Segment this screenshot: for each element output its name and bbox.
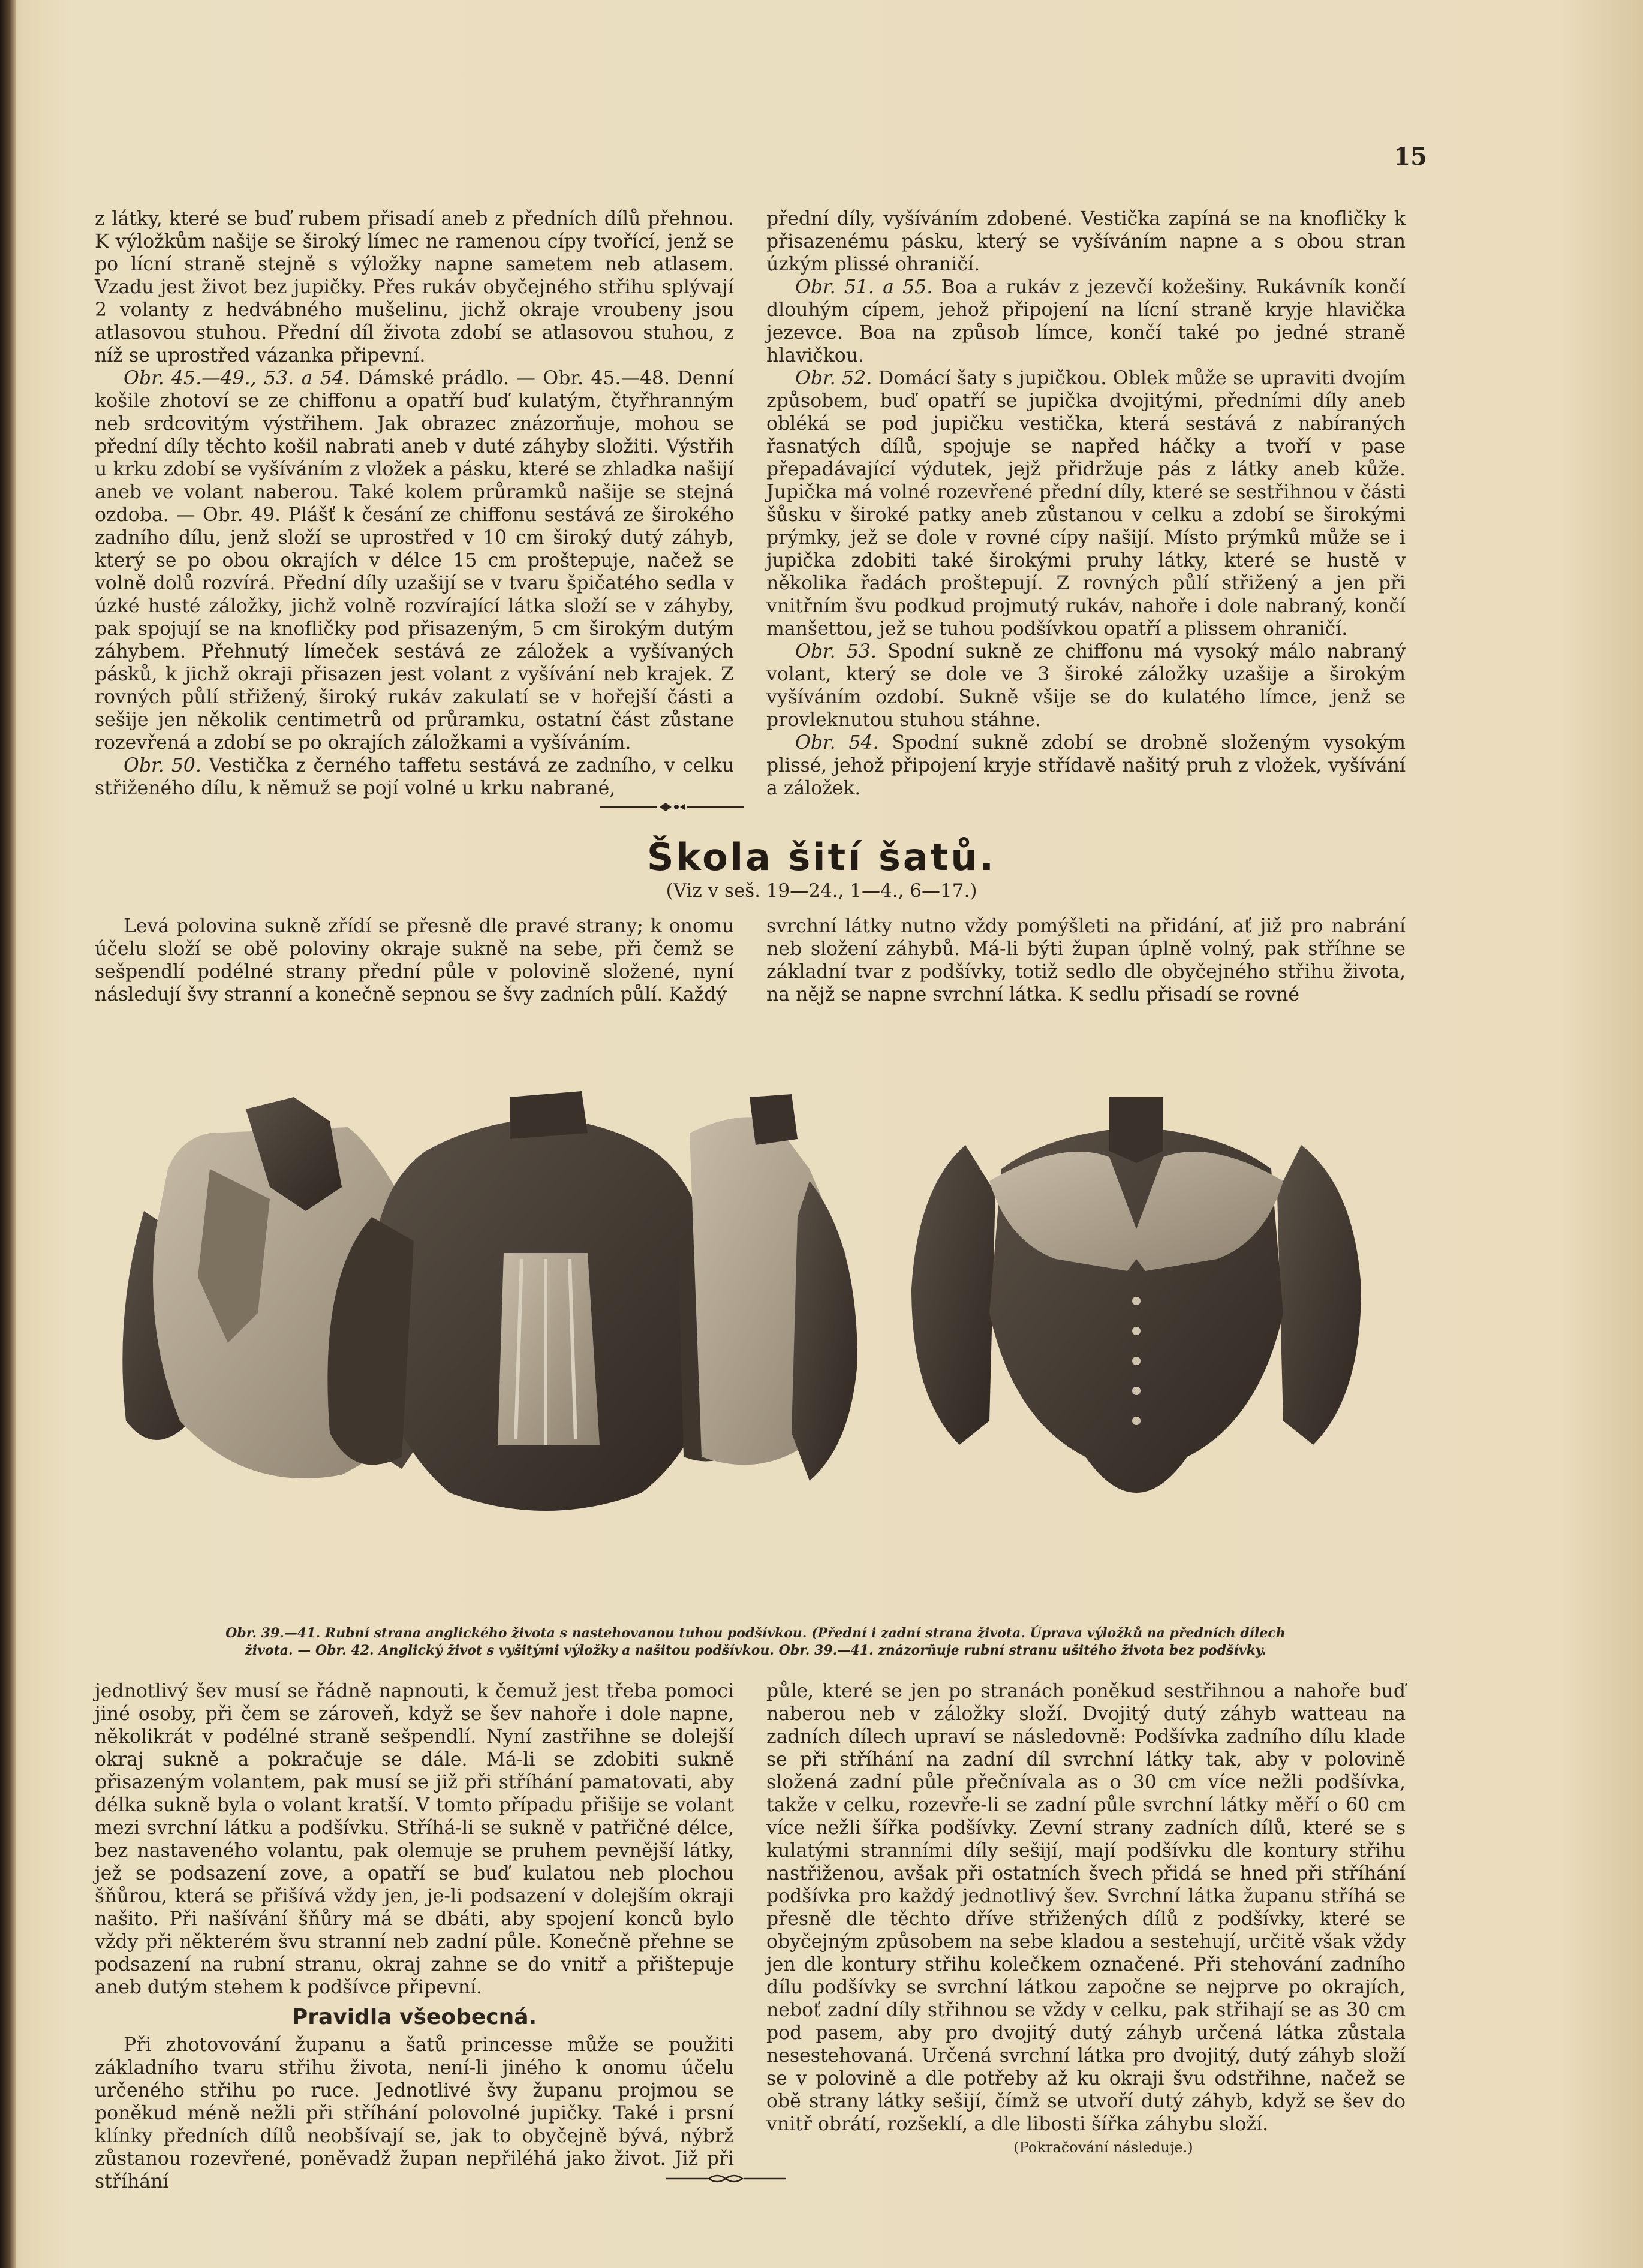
ornament-divider	[600, 801, 744, 813]
figure-caption	[132, 1625, 1379, 1659]
paragraph-text: Boa a rukáv z jezevčí kožešiny. Rukávník končí dlouhým cípem, jehož připojení na lícní straně kryje hlavička jezevce. Boa na způsob límce, končí také po jedné straně hlavičkou.	[766, 276, 1406, 366]
figure-reference: Obr. 50.	[124, 755, 201, 776]
paragraph: jednotlivý šev musí se řádně napnouti, k čemuž jest třeba pomoci jiné osoby, při čem se zároveň, když se šev nahoře i dole napne, několikrát v podélné straně sešpendlí. Nyní zastřihne se dolejší okraj sukně a pokračuje se dále. Má-li se zdobiti sukně přisazeným volantem, pak musí se již při stříhání pamatovati, aby délka sukně byla o volant kratší. V tomto případu přišije se volant mezi svrchní látku a podšívku. Stříhá-li se sukně v patřičné délce, bez nastaveného volantu, pak olemuje se pruhem pevnější látky, jež se podsazení zove, a opatří se buď kulatou neb plochou šňůrou, která se přišívá vždy jen, je-li podsazení v dolejším okraji našito. Při našívání šňůry má se dbáti, aby spojení konců bylo vždy při některém švu stranní neb zadní půle. Konečně přehne se podsazení na rubní stranu, okraj zahne se do vnitř a přištepuje aneb dutým stehem k podšívce připevní.	[95, 1680, 734, 1998]
paragraph-text: Dámské prádlo. — Obr. 45.—48. Denní košile zhotoví se ze chiffonu a opatří buď kulatým, čtyřhranným neb srdcovitým výstřihem. Jak obrazec znázorňuje, mohou se přední díly těchto košil nabrati aneb v duté záhyby složiti. Výstřih u krku zdobí se vyšíváním z vložek a pásku, které se zhladka našijí aneb ve volant naberou. Také kolem průramků našije se stejná ozdoba. — Obr. 49. Plášť k česání ze chiffonu sestává ze širokého zadního dílu, jenž složí se uprostřed v 10 cm široký dutý záhyb, který se po obou okrajích v délce 15 cm proštepuje, načež se volně dolů rozvírá. Přední díly uzašijí se v tvaru špičatého sedla v úzké husté záložky, jichž volně rozvírající látka složí se v záhyby, pak spojují se na knofličky pod přisazeným, 5 cm širokým dutým záhybem. Přehnutý límeček sestává ze záložek a vyšívaných pásků, k jichž okraji přisazen jest volant z vyšívání neb krajek. Z rovných půlí střižený, široký rukáv zakulatí se v hořejší části a sešije jen několik centimetrů od průramku, ostatní část zůstane rozevřená a zdobí se po okrajích záložkami a vyšíváním.	[95, 368, 734, 754]
column-mid-left	[95, 915, 734, 1006]
paragraph-text: Spodní sukně zdobí se drobně složeným vysokým plissé, jehož připojení kryje střídavě našitý pruh z vložek, vyšívání a záložek.	[766, 732, 1406, 799]
column-top-left	[95, 207, 734, 800]
binding-edge	[0, 0, 16, 2268]
bodice-illustration	[90, 1061, 1409, 1601]
paragraph	[766, 367, 1406, 640]
paragraph: přední díly, vyšíváním zdobené. Vestička zapíná se na knofličky k přisazenému pásku, který se vyšíváním napne a s obou stran úzkým plissé ohraničí.	[766, 208, 1406, 275]
column-mid-right	[766, 915, 1406, 1006]
paragraph-text: Domácí šaty s jupičkou. Oblek může se upraviti dvojím způsobem, buď opatří se jupička dvojitými, předními díly aneb obléká se pod jupičku vestička, která sestává z nabíraných řasnatých dílů, spojuje se napřed háčky a tvoří v pase přepadávající výdutek, jejž přidržuje pás z látky aneb kůže. Jupička má volné rozevřené přední díly, které se sestřihnou v části šůsku v široké patky aneb zůstanou v celku a zdobí se širokými prýmky, jež se dole v rovné cípy našijí. Místo prýmků může se i jupička zdobiti také širokými pruhy látky, které se hustě v několika řadách proštepují. Z rovných půlí střižený a jen při vnitřním švu podkud projmutý rukáv, nahoře i dole nabraný, končí manšettou, jež se tuhou podšívkou opatří a plissem ohraničí.	[766, 368, 1406, 640]
paragraph: svrchní látky nutno vždy pomýšleti na přidání, ať již pro nabrání neb složení záhybů. Má-li býti župan úplně volný, pak stříhne se základní tvar z podšívky, totiž sedlo dle obyčejného střihu života, na nějž se napne svrchní látka. K sedlu přisadí se rovné	[766, 915, 1406, 1005]
paragraph	[766, 640, 1406, 731]
bodice-group-right	[690, 1094, 857, 1481]
paragraph: Levá polovina sukně zřídí se přesně dle pravé strany; k onomu účelu složí se obě poloviny okraje sukně na sebe, při čemž se sešpendlí podélné strany přední půle v polovině složené, nyní následují švy stranní a konečně sepnou se švy zadních půlí. Každý	[95, 915, 734, 1005]
figure-reference: Obr. 51. a 55.	[795, 276, 933, 298]
section-title: Škola šití šatů.	[646, 835, 997, 879]
caption-line: Obr. 39.—41. Rubní strana anglického života s nastehovanou tuhou podšívkou. (Přední i zadní strana života. Úprava výložků na předních dílech	[225, 1625, 1286, 1641]
caption-line: života. — Obr. 42. Anglický život s vyšitými výložky a našitou podšívkou. Obr. 39.—41. znázorňuje rubní stranu ušitého života bez podšívky.	[245, 1643, 1266, 1658]
subheading: Pravidla všeobecná.	[291, 2005, 537, 2029]
column-bottom-right	[766, 1680, 1406, 2136]
paragraph	[766, 731, 1406, 800]
figure-reference: Obr. 53.	[795, 641, 877, 662]
figure-reference: Obr. 54.	[795, 732, 879, 754]
paragraph: z látky, které se buď rubem přisadí aneb z předních dílů přehnou. K výložkům našije se široký límec ne ramenou cípy tvořící, jenž se po lícní straně stejně s výložky napne sametem neb atlasem. Vzadu jest život bez jupičky. Přes rukáv obyčejného střihu splývají 2 volanty z hedvábného mušelinu, jichž okraje vroubeny jsou atlasovou stuhou. Přední díl života zdobí se atlasovou stuhou, z níž se uprostřed vázanka připevní.	[95, 208, 734, 366]
column-top-right	[766, 207, 1406, 800]
paragraph	[95, 754, 734, 800]
figure-reference: Obr. 52.	[795, 368, 872, 389]
ornament-bottom	[666, 2171, 786, 2186]
bodice-finished	[911, 1097, 1361, 1493]
paragraph: Při zhotovování županu a šatů princesse může se použiti základního tvaru střihu života, není-li jiného k onomu účelu určeného střihu po ruce. Jednotlivé švy županu projmou se poněkud méně nežli při stříhání polovolné jupičky. Také i prsní klínky předních dílů neobšívají se, jak to obyčejně bývá, nýbrž zůstanou rozevřené, poněvadž župan nepřiléhá jako život. Již při stříhání	[95, 2034, 734, 2192]
section-subtitle: (Viz v seš. 19—24., 1—4., 6—17.)	[666, 880, 977, 902]
page-number: 15	[1394, 143, 1427, 171]
paragraph	[95, 367, 734, 754]
paragraph: půle, které se jen po stranách poněkud sestřihnou a nahoře buď naberou neb v záložky složí. Dvojitý dutý záhyb watteau na zadních dílech upraví se následovně: Podšívka zadního dílu klade se při stříhání na zadní díl svrchní látky tak, aby v polovině složená zadní půle přečnívala as o 30 cm více nežli podšívka, takže v celku, rozevře-li se zadní půle svrchní látky měří o 60 cm více nežli šířka podšívky. Zevní strany zadních dílů, které se s kulatými stranními díly sešijí, mají podšívku dle kontury střihu nastřiženou, avšak při ostatních švech přidá se hned při stříhání podšívka pro každý jednotlivý šev. Svrchní látka županu stříhá se přesně dle těchto dříve střižených dílů z podšívky, které se obyčejným způsobem na sebe kladou a sestehují, určitě však vždy jen dle kontury střihu kolečkem označené. Při stehování zadního dílu podšívky se svrchní látkou započne se nejprve po okrajích, neboť zadní díly střihnou se vždy v celku, pak střihají se as 30 cm pod pasem, aby pro dvojitý dutý záhyb určená látka zůstala nesestehovaná. Určená svrchní látka pro dvojitý, dutý záhyb složí se v polovině a dle potřeby až ku okraji švu odstřihne, načež se obě strany látky sešijí, čímž se utvoří dutý záhyb, když se šev do vnitř obrátí, rozšeklí, a dle libosti šířka záhybu složí.	[766, 1680, 1406, 2135]
continuation-note: (Pokračování následuje.)	[1013, 2139, 1193, 2156]
column-bottom-left	[95, 1680, 734, 2193]
paragraph-text: Spodní sukně ze chiffonu má vysoký málo nabraný volant, který se dole ve 3 široké záložky uzašije a širokým vyšíváním ozdobí. Sukně všije se do kulatého límce, jenž se provleknutou stuhou stáhne.	[766, 641, 1406, 731]
paragraph-text: Vestička z černého taffetu sestává ze zadního, v celku střiženého dílu, k němuž se pojí volné u krku nabrané,	[95, 755, 734, 799]
paragraph	[766, 276, 1406, 367]
figure-reference: Obr. 45.—49., 53. a 54.	[124, 368, 350, 389]
